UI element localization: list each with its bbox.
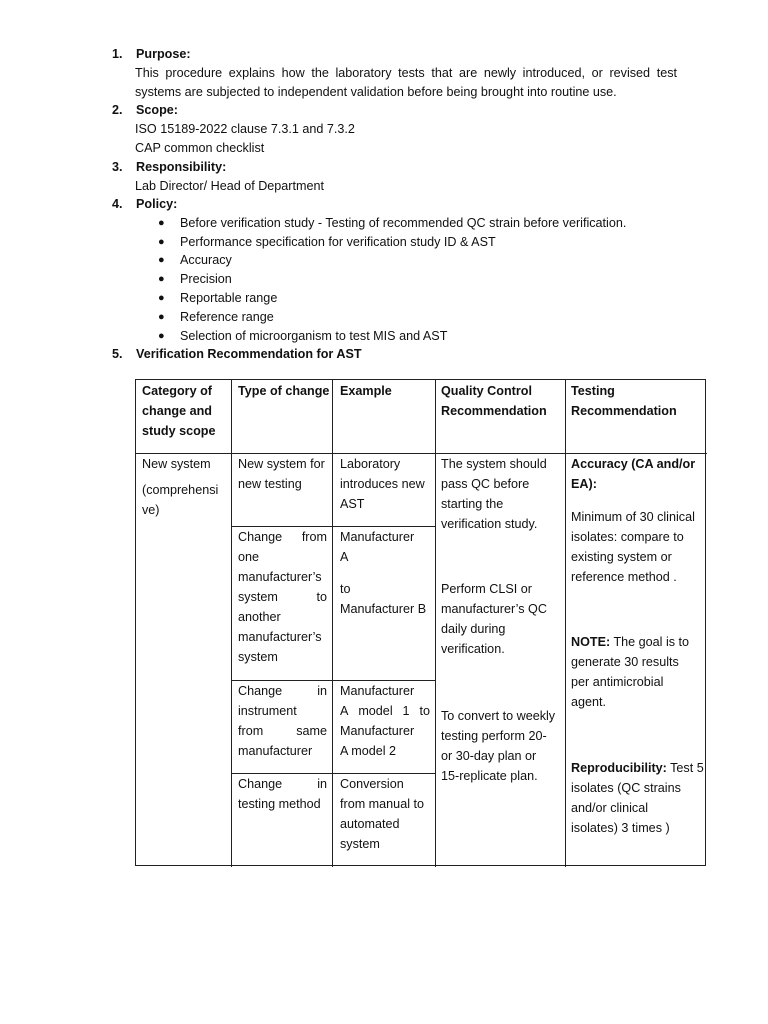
word: same — [296, 724, 327, 738]
header-line: Quality Control — [441, 384, 532, 398]
category-line: ve) — [142, 503, 160, 517]
word: A — [340, 704, 349, 718]
header-qc — [441, 381, 547, 421]
bullet-icon: ● — [158, 292, 165, 304]
type-cell — [238, 774, 327, 814]
qc-line: daily during — [441, 622, 506, 636]
qc-line: 15-replicate plan. — [441, 769, 538, 783]
word: system — [238, 590, 278, 604]
verification-table — [135, 379, 706, 866]
qc-line: testing perform 20- — [441, 729, 547, 743]
section-heading: Verification Recommendation for AST — [136, 347, 362, 361]
header-category — [142, 381, 215, 441]
list-item: Performance specification for verification study ID & AST — [180, 235, 496, 249]
accuracy-heading: EA): — [571, 477, 597, 491]
testing-line: and/or clinical — [571, 801, 649, 815]
type-line — [238, 721, 327, 741]
section-heading: Purpose: — [136, 47, 191, 61]
testing-line — [571, 632, 689, 652]
example-cell — [340, 774, 424, 854]
type-cell — [238, 527, 327, 667]
example-line: A — [340, 550, 349, 564]
bullet-icon: ● — [158, 330, 165, 342]
qc-line: starting the — [441, 497, 504, 511]
example-line: Conversion — [340, 777, 404, 791]
header-line: Testing — [571, 384, 615, 398]
qc-line: To convert to weekly — [441, 709, 556, 723]
header-line: Recommendation — [571, 404, 677, 418]
section-number: 5. — [112, 347, 123, 361]
bullet-icon: ● — [158, 273, 165, 285]
testing-line: agent. — [571, 695, 607, 709]
responsibility-text: Lab Director/ Head of Department — [135, 179, 324, 193]
type-line — [238, 587, 327, 607]
example-line: system — [340, 837, 380, 851]
qc-block — [441, 579, 547, 659]
scope-line: CAP common checklist — [135, 141, 265, 155]
header-line: Category of — [142, 384, 212, 398]
example-line: Manufacturer B — [340, 602, 427, 616]
list-item: Reference range — [180, 310, 274, 324]
testing-line: reference method . — [571, 570, 677, 584]
type-line — [238, 527, 327, 547]
type-line: one — [238, 550, 260, 564]
testing-line — [571, 758, 704, 778]
type-line — [238, 681, 327, 701]
bullet-icon: ● — [158, 254, 165, 266]
example-line: Manufacturer — [340, 724, 415, 738]
example-cell — [340, 681, 430, 761]
type-line: new testing — [238, 477, 302, 491]
category-line: (comprehensi — [142, 483, 219, 497]
word: Change — [238, 684, 283, 698]
example-cell — [340, 527, 426, 619]
accuracy-heading: Accuracy (CA and/or — [571, 457, 696, 471]
example-line: Manufacturer — [340, 530, 415, 544]
repro-text: Test 5 — [666, 761, 704, 775]
type-line: system — [238, 650, 278, 664]
qc-line: manufacturer’s QC — [441, 602, 547, 616]
header-line: Recommendation — [441, 404, 547, 418]
type-line: another — [238, 610, 281, 624]
header-example: Example — [340, 384, 392, 398]
testing-line: generate 30 results — [571, 655, 679, 669]
type-line: testing method — [238, 797, 321, 811]
testing-line: Minimum of 30 clinical — [571, 510, 695, 524]
type-line: New system for — [238, 457, 325, 471]
word: from — [301, 530, 327, 544]
note-label: NOTE: — [571, 635, 611, 649]
example-line — [340, 567, 426, 579]
testing-line: isolates (QC strains — [571, 781, 681, 795]
example-line: introduces new — [340, 477, 425, 491]
testing-line: per antimicrobial — [571, 675, 664, 689]
section-heading: Responsibility: — [136, 160, 227, 174]
scope-line: ISO 15189-2022 clause 7.3.1 and 7.3.2 — [135, 122, 355, 136]
word: to — [419, 704, 430, 718]
qc-block — [441, 454, 547, 534]
example-line: automated — [340, 817, 400, 831]
section-number: 4. — [112, 197, 123, 211]
header-line: change and — [142, 404, 212, 418]
testing-line: isolates) 3 times ) — [571, 821, 670, 835]
example-line — [340, 701, 430, 721]
example-line: AST — [340, 497, 365, 511]
type-line: manufacturer — [238, 744, 313, 758]
testing-reproducibility — [571, 758, 704, 838]
section-number: 2. — [112, 103, 123, 117]
qc-line: verification. — [441, 642, 505, 656]
section-heading: Scope: — [136, 103, 178, 117]
section-number: 3. — [112, 160, 123, 174]
list-item: Selection of microorganism to test MIS and AST — [180, 329, 448, 343]
section-number: 1. — [112, 47, 123, 61]
note-text: The goal is to — [610, 635, 690, 649]
type-line: manufacturer’s — [238, 570, 322, 584]
bullet-icon: ● — [158, 217, 165, 229]
word: model — [358, 704, 393, 718]
type-cell — [238, 454, 325, 494]
word: to — [316, 590, 327, 604]
qc-line: The system should — [441, 457, 547, 471]
qc-line: or 30-day plan or — [441, 749, 537, 763]
example-line: from manual to — [340, 797, 424, 811]
qc-line: pass QC before — [441, 477, 530, 491]
word: in — [317, 684, 327, 698]
word: from — [238, 724, 264, 738]
list-item: Precision — [180, 272, 232, 286]
section-heading: Policy: — [136, 197, 178, 211]
header-line: study scope — [142, 424, 216, 438]
qc-block — [441, 706, 555, 786]
header-type: Type of change — [238, 384, 330, 398]
testing-block — [571, 454, 695, 587]
testing-line: isolates: compare to — [571, 530, 684, 544]
example-line: Laboratory — [340, 457, 401, 471]
list-item: Accuracy — [180, 253, 232, 267]
type-line: manufacturer’s — [238, 630, 322, 644]
example-line: A model 2 — [340, 744, 397, 758]
word: Change — [238, 530, 283, 544]
bullet-icon: ● — [158, 236, 165, 248]
word: 1 — [402, 704, 410, 718]
list-item: Reportable range — [180, 291, 278, 305]
header-testing — [571, 381, 677, 421]
repro-label: Reproducibility: — [571, 761, 667, 775]
word: in — [317, 777, 327, 791]
testing-note — [571, 632, 689, 712]
purpose-text-line-2: systems are subjected to independent validation before being brought into routine use. — [135, 85, 617, 99]
type-cell — [238, 681, 327, 761]
example-line: Manufacturer — [340, 684, 415, 698]
bullet-icon: ● — [158, 311, 165, 323]
example-cell — [340, 454, 425, 514]
list-item: Before verification study - Testing of recommended QC strain before verification. — [180, 216, 627, 230]
type-line — [238, 774, 327, 794]
example-line: to — [340, 582, 351, 596]
qc-line: Perform CLSI or — [441, 582, 532, 596]
word: Change — [238, 777, 283, 791]
purpose-text-line-1: This procedure explains how the laboratory tests that are newly introduced, or revised test — [135, 66, 677, 80]
type-line: instrument — [238, 704, 297, 718]
category-cell — [142, 454, 218, 520]
category-line: New system — [142, 457, 211, 471]
qc-line: verification study. — [441, 517, 538, 531]
testing-line: existing system or — [571, 550, 672, 564]
